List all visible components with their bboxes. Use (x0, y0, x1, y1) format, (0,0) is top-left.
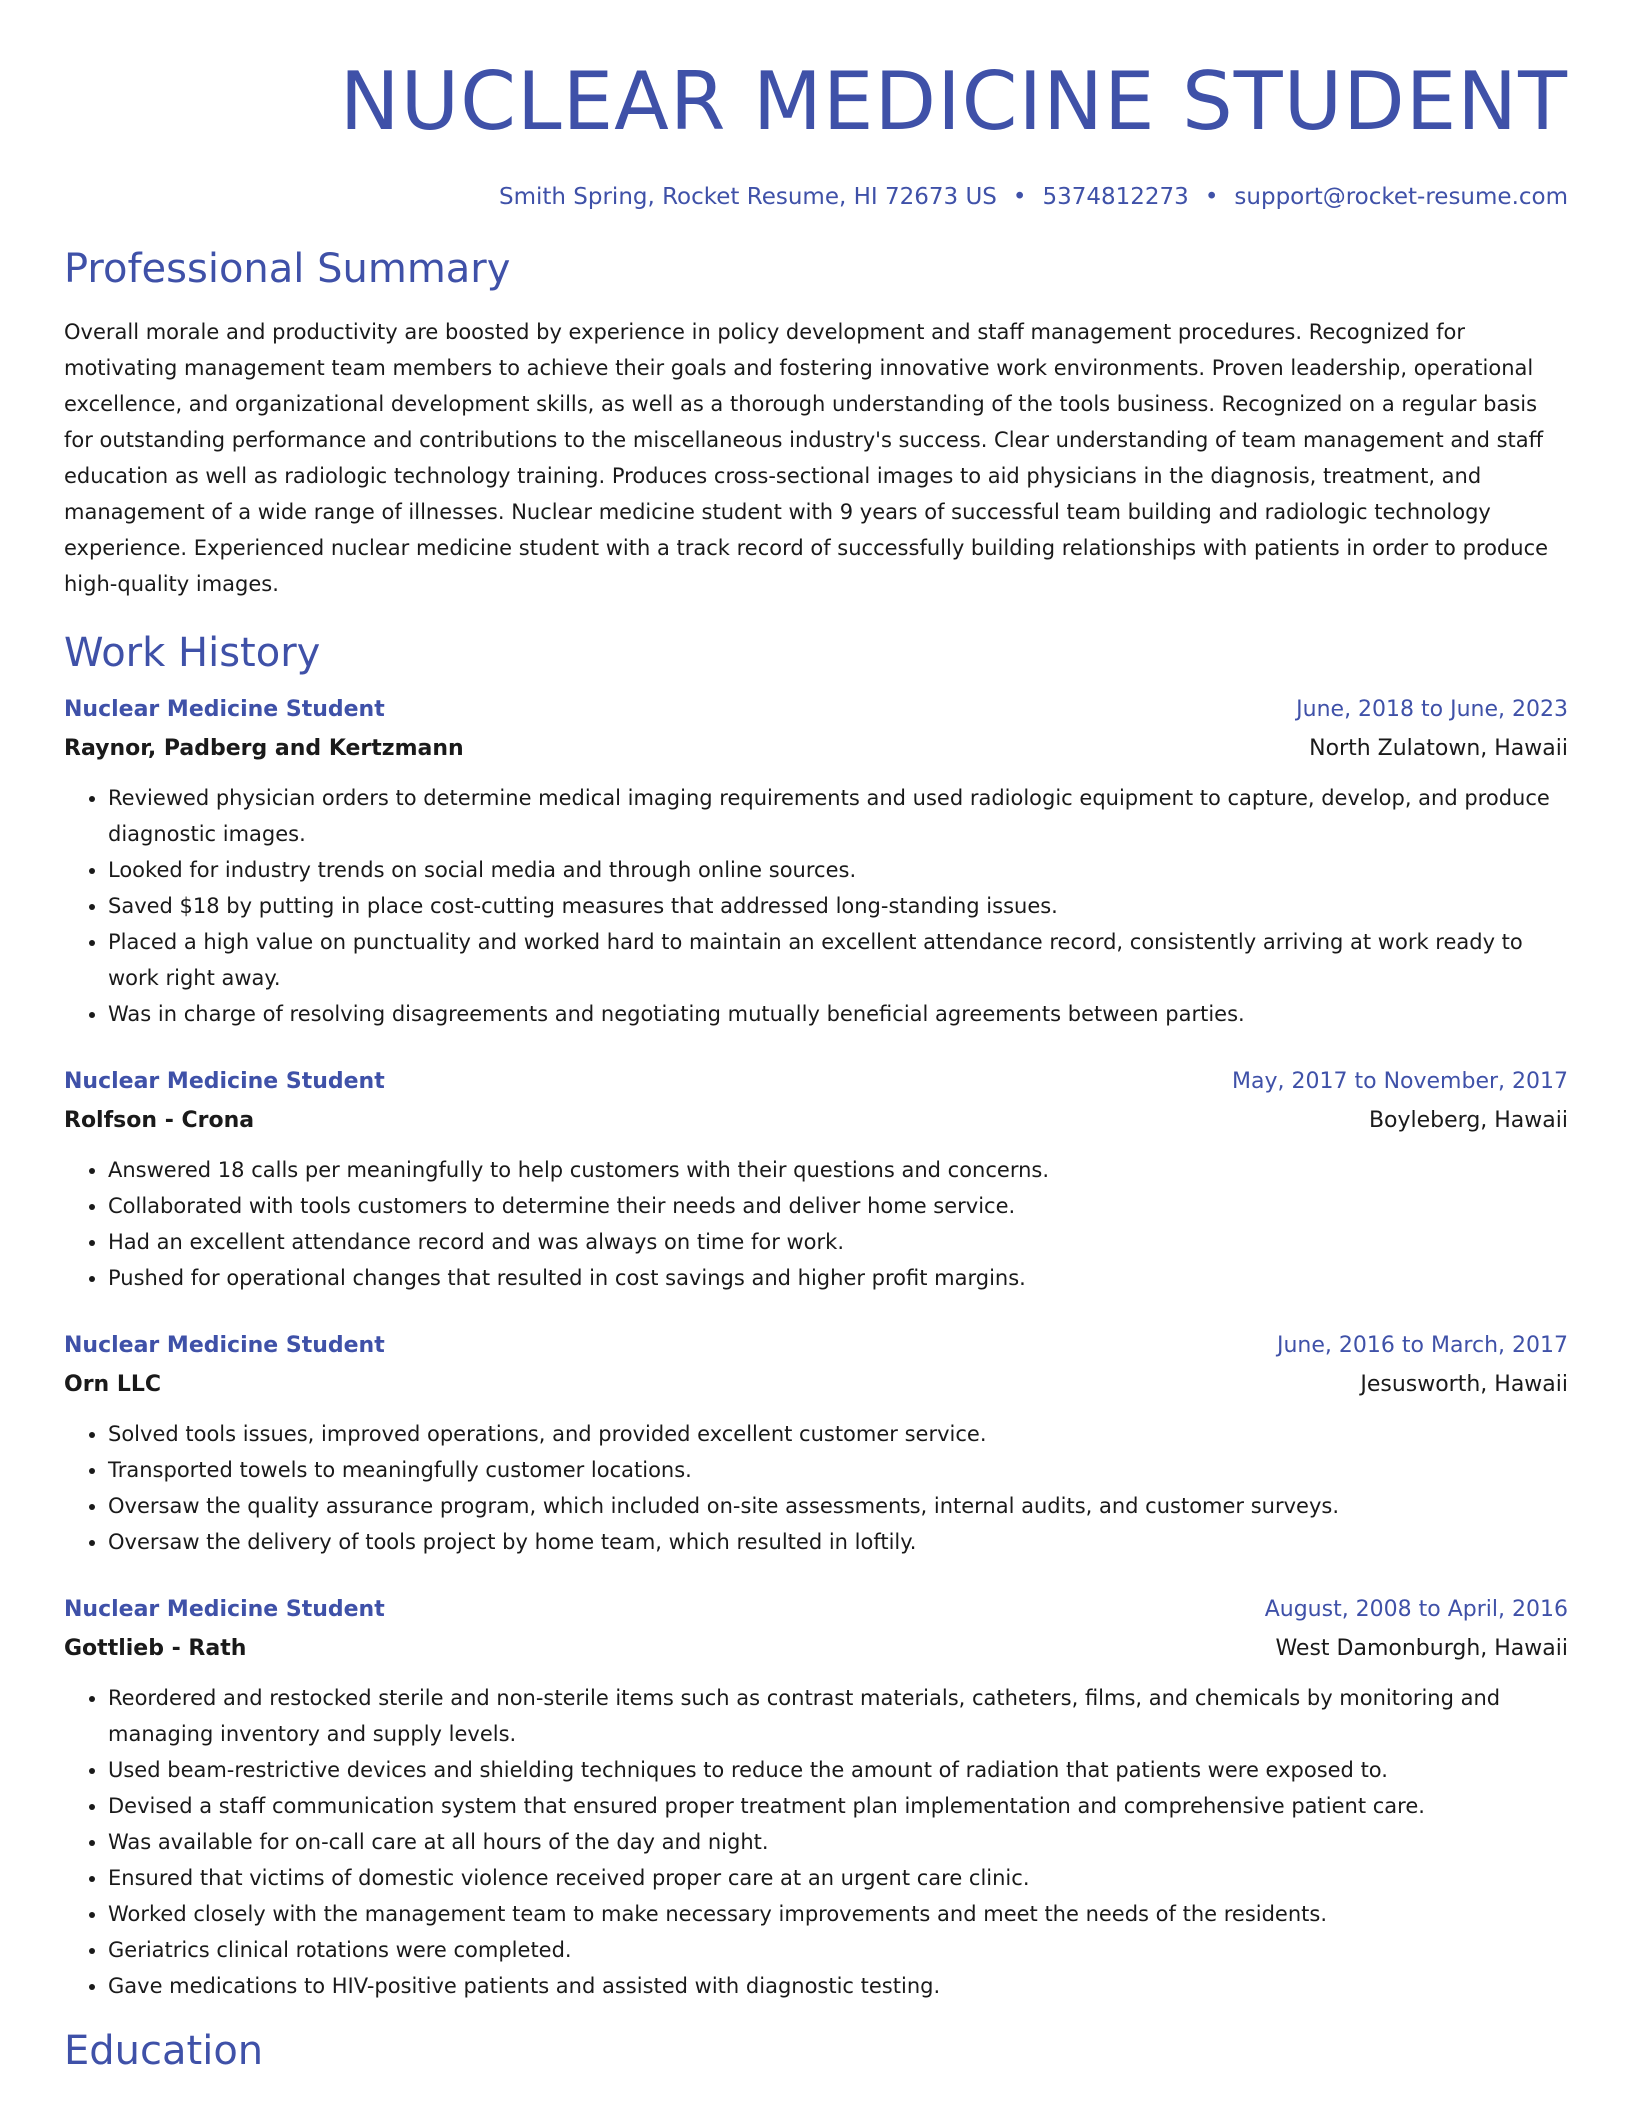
job-company-row (64, 1102, 1568, 1140)
job-bullets (64, 1152, 1568, 1296)
job-bullet: • Reordered and restocked sterile and non-sterile items such as contrast materials, catheters, films, and chemicals by monitoring and managing inventory and supply levels. (108, 1680, 1568, 1752)
job-company: Raynor, Padberg and Kertzmann (64, 736, 464, 761)
job-bullet: • Placed a high value on punctuality and worked hard to maintain an excellent attendance record, consistently arriving at work ready to work right away. (108, 924, 1568, 996)
job-bullet: • Looked for industry trends on social media and through online sources. (108, 852, 1568, 888)
job-title-row (64, 1062, 1568, 1102)
job-title-row (64, 1326, 1568, 1366)
work-history-list (64, 690, 1568, 2004)
job-title-row (64, 1590, 1568, 1630)
job-bullet: • Worked closely with the management team to make necessary improvements and meet the needs of the residents. (108, 1896, 1568, 1932)
job-location: Boyleberg, Hawaii (1368, 1108, 1568, 1133)
job-title: Nuclear Medicine Student (64, 1333, 385, 1358)
job-bullet: • Answered 18 calls per meaningfully to help customers with their questions and concerns. (108, 1152, 1568, 1188)
job-dates: June, 2018 to June, 2023 (1296, 697, 1568, 722)
job-dates: June, 2016 to March, 2017 (1277, 1333, 1568, 1358)
candidate-name: NUCLEAR MEDICINE STUDENT (339, 55, 1568, 148)
job-dates: May, 2017 to November, 2017 (1232, 1069, 1568, 1094)
resume-page (64, 0, 1568, 2076)
job-company: Gottlieb - Rath (64, 1636, 247, 1661)
job-dates: August, 2008 to April, 2016 (1264, 1597, 1568, 1622)
contact-separator: • (1204, 184, 1219, 210)
job-bullet: • Gave medications to HIV-positive patients and assisted with diagnostic testing. (108, 1968, 1568, 2004)
job-bullets (64, 1680, 1568, 2004)
job-entry (64, 1590, 1568, 2004)
contact-separator: • (1012, 184, 1027, 210)
job-company-row (64, 1366, 1568, 1404)
job-title: Nuclear Medicine Student (64, 1597, 385, 1622)
job-company: Orn LLC (64, 1372, 162, 1397)
job-bullet: • Devised a staff communication system that ensured proper treatment plan implementation and comprehensive patient care. (108, 1788, 1568, 1824)
job-title: Nuclear Medicine Student (64, 1069, 385, 1094)
job-bullet: • Was in charge of resolving disagreements and negotiating mutually beneficial agreements between parties. (108, 996, 1568, 1032)
job-bullet: • Was available for on-call care at all hours of the day and night. (108, 1824, 1568, 1860)
job-location: Jesusworth, Hawaii (1360, 1372, 1568, 1397)
job-entry (64, 1062, 1568, 1296)
summary-text: Overall morale and productivity are boosted by experience in policy development and staff management procedures. Recognized for motivating management team members to achieve their goals and fostering innovative work environments. Proven leadership, operational excellence, and organizational development skills, as well as a thorough understanding of the tools business. Recognized on a regular basis for outstanding performance and contributions to the miscellaneous industry's success. Clear understanding of team management and staff education as well as radiologic technology training. Produces cross-sectional images to aid physicians in the diagnosis, treatment, and management of a wide range of illnesses. Nuclear medicine student with 9 years of successful team building and radiologic technology experience. Experienced nuclear medicine student with a track record of successfully building relationships with patients in order to produce high-quality images. (64, 320, 1549, 596)
job-bullet: • Pushed for operational changes that resulted in cost savings and higher profit margins. (108, 1260, 1568, 1296)
education-heading: Education (64, 2028, 264, 2074)
job-bullets (64, 780, 1568, 1032)
job-location: North Zulatown, Hawaii (1309, 736, 1568, 761)
job-bullet: • Oversaw the delivery of tools project by home team, which resulted in loftily. (108, 1524, 1568, 1560)
job-company: Rolfson - Crona (64, 1108, 255, 1133)
job-location: West Damonburgh, Hawaii (1275, 1636, 1568, 1661)
job-entry (64, 1326, 1568, 1560)
contact-line (64, 182, 1568, 212)
job-bullet: • Had an excellent attendance record and was always on time for work. (108, 1224, 1568, 1260)
job-bullet: • Transported towels to meaningfully customer locations. (108, 1452, 1568, 1488)
job-bullet: • Used beam-restrictive devices and shielding techniques to reduce the amount of radiation that patients were exposed to. (108, 1752, 1568, 1788)
job-bullet: • Oversaw the quality assurance program, which included on-site assessments, internal audits, and customer surveys. (108, 1488, 1568, 1524)
job-title-row (64, 690, 1568, 730)
job-company-row (64, 730, 1568, 768)
job-entry (64, 690, 1568, 1032)
job-bullet: • Solved tools issues, improved operations, and provided excellent customer service. (108, 1416, 1568, 1452)
job-company-row (64, 1630, 1568, 1668)
contact-phone: 5374812273 (1042, 184, 1189, 210)
contact-address: Smith Spring, Rocket Resume, HI 72673 US (498, 184, 997, 210)
summary-heading: Professional Summary (64, 246, 511, 292)
job-bullet: • Collaborated with tools customers to determine their needs and deliver home service. (108, 1188, 1568, 1224)
job-bullet: • Ensured that victims of domestic violence received proper care at an urgent care clinic. (108, 1860, 1568, 1896)
job-bullet: • Geriatrics clinical rotations were completed. (108, 1932, 1568, 1968)
job-title: Nuclear Medicine Student (64, 697, 385, 722)
contact-email[interactable]: support@rocket-resume.com (1234, 184, 1568, 210)
job-bullet: • Reviewed physician orders to determine medical imaging requirements and used radiologic equipment to capture, develop, and produce diagnostic images. (108, 780, 1568, 852)
job-bullet: • Saved $18 by putting in place cost-cutting measures that addressed long-standing issues. (108, 888, 1568, 924)
job-bullets (64, 1416, 1568, 1560)
work-history-heading: Work History (64, 630, 321, 676)
